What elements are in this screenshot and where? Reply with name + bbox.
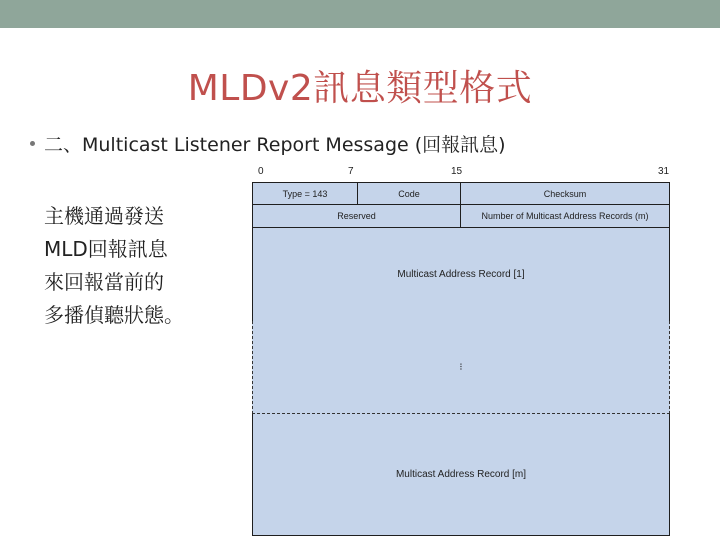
field-checksum: Checksum xyxy=(460,182,670,205)
slide-title: MLDv2訊息類型格式 xyxy=(187,68,533,109)
bit-label-7: 7 xyxy=(348,166,354,177)
field-reserved: Reserved xyxy=(252,204,461,228)
packet-format-diagram xyxy=(252,166,670,536)
bit-label-0: 0 xyxy=(258,166,264,177)
top-accent-bar xyxy=(0,0,720,28)
bullet-text: 二、Multicast Listener Report Message (回報訊息) xyxy=(44,134,506,156)
field-code: Code xyxy=(357,182,461,205)
field-type: Type = 143 xyxy=(252,182,358,205)
side-line: 來回報當前的 xyxy=(44,270,164,294)
bit-label-31: 31 xyxy=(658,166,670,177)
field-ellipsis: ⁝ xyxy=(252,321,670,414)
field-record-1: Multicast Address Record [1] xyxy=(252,227,670,322)
side-line: 多播偵聽狀態。 xyxy=(44,303,184,327)
bullet-item xyxy=(30,130,506,157)
side-line: 主機通過發送 xyxy=(44,204,164,228)
bit-label-15: 15 xyxy=(451,166,463,177)
side-description xyxy=(44,200,184,332)
field-num-records: Number of Multicast Address Records (m) xyxy=(460,204,670,228)
bullet-dot-icon xyxy=(30,141,35,146)
side-line: MLD回報訊息 xyxy=(44,237,168,261)
field-record-m: Multicast Address Record [m] xyxy=(252,413,670,536)
